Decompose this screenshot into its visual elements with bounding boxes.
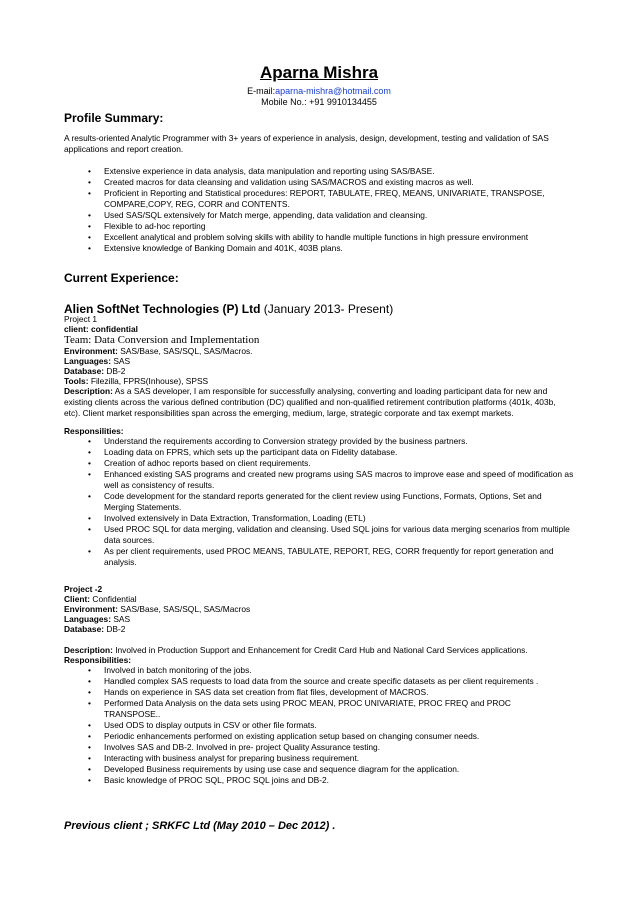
project1-description: Description: As a SAS developer, I am responsible for successfully analysing, converting and loading participant data for new and existing clients across the various defined contribution (DC) qualified and non-qualified retirement contribution platforms (401k, 403b, etc). Client market responsibilities span across the emerging, medium, large, strategic corporate and tax exempt markets. [64, 386, 556, 418]
candidate-name: Aparna Mishra [259, 63, 379, 82]
company-name: Alien SoftNet Technologies (P) Ltd [64, 302, 261, 316]
list-item: • Periodic enhancements performed on existing application setup based on changing consumer needs. [64, 731, 544, 742]
list-item: • Creation of adhoc reports based on client requirements. [64, 458, 574, 469]
list-item: • Basic knowledge of PROC SQL, PROC SQL joins and DB-2. [64, 775, 544, 786]
project2-label: Project -2 [64, 584, 103, 594]
profile-intro-line-1: A results-oriented Analytic Programmer with 3+ years of experience in analysis, design, development, testing and validation of SAS [64, 133, 549, 143]
current-experience-heading: Current Experience: [64, 271, 179, 285]
list-item: • Excellent analytical and problem solving skills with ability to handle multiple functions in high pressure environment [64, 232, 574, 243]
project2-environment: Environment: SAS/Base, SAS/SQL, SAS/Macros [64, 604, 251, 614]
project2-description: Description: Involved in Production Support and Enhancement for Credit Card Hub and National Card Services applications. [64, 645, 528, 655]
list-item: • Created macros for data cleansing and validation using SAS/MACROS and existing macros as well. [64, 177, 574, 188]
project2-responsibilities-label: Responsibilities: [64, 655, 132, 665]
list-item: • Proficient in Reporting and Statistical procedures: REPORT, TABULATE, FREQ, MEANS, UNIVARIATE, TRANSPOSE, COMPARE,COPY, REG, CORR and CONTENTS. [64, 188, 574, 210]
list-item: • Extensive knowledge of Banking Domain and 401K, 403B plans. [64, 243, 574, 254]
list-item: • Involves SAS and DB-2. Involved in pre- project Quality Assurance testing. [64, 742, 544, 753]
list-item: • Involved extensively in Data Extraction, Transformation, Loading (ETL) [64, 513, 574, 524]
list-item: • Code development for the standard reports generated for the client review using Functions, Formats, Options, Set and Merging Statements. [64, 491, 574, 513]
project2-responsibilities-list [64, 665, 544, 786]
project1-label: Project 1 [64, 314, 98, 324]
email-line [0, 86, 638, 96]
email-label: E-mail: [247, 86, 276, 96]
project1-environment: Environment: SAS/Base, SAS/SQL, SAS/Macros. [64, 346, 253, 356]
profile-bullet-list [64, 166, 574, 254]
project2-client: Client: Confidential [64, 594, 137, 604]
company-line [64, 300, 393, 318]
profile-summary-heading: Profile Summary: [64, 111, 164, 125]
project1-responsibilities-label: Responsilities: [64, 426, 124, 436]
list-item: • Loading data on FPRS, which sets up the participant data on Fidelity database. [64, 447, 574, 458]
mobile-line: Mobile No.: +91 9910134455 [261, 97, 377, 107]
email-link[interactable]: aparna-mishra@hotmail.com [275, 86, 391, 96]
project1-client: client: confidential [64, 324, 138, 334]
list-item: • Handled complex SAS requests to load data from the source and create specific datasets as per client requirements . [64, 676, 544, 687]
project1-database: Database: DB-2 [64, 366, 126, 376]
list-item: • Performed Data Analysis on the data sets using PROC MEAN, PROC UNIVARIATE, PROC FREQ and PROC TRANSPOSE.. [64, 698, 544, 720]
list-item: • Used PROC SQL for data merging, validation and cleansing. Used SQL joins for various data merging scenarios from multiple data sources. [64, 524, 574, 546]
profile-intro-line-2: applications and report creation. [64, 144, 184, 154]
list-item: • Flexible to ad-hoc reporting [64, 221, 574, 232]
project1-team: Team: Data Conversion and Implementation [64, 334, 260, 346]
project1-languages: Languages: SAS [64, 356, 131, 366]
list-item: • Used SAS/SQL extensively for Match merge, appending, data validation and cleansing. [64, 210, 574, 221]
project1-responsibilities-list [64, 436, 574, 568]
list-item: • Involved in batch monitoring of the jobs. [64, 665, 544, 676]
list-item: • Developed Business requirements by using use case and sequence diagram for the application. [64, 764, 544, 775]
company-dates: (January 2013- Present) [260, 302, 394, 316]
list-item: • Hands on experience in SAS data set creation from flat files, development of MACROS. [64, 687, 544, 698]
list-item: • Interacting with business analyst for preparing business requirement. [64, 753, 544, 764]
previous-client-heading: Previous client ; SRKFC Ltd (May 2010 – Dec 2012) . [64, 820, 336, 832]
project1-tools: Tools: Filezilla, FPRS(Inhouse), SPSS [64, 376, 209, 386]
list-item: • As per client requirements, used PROC MEANS, TABULATE, REPORT, REG, CORR frequently for report generation and analysis. [64, 546, 574, 568]
list-item: • Enhanced existing SAS programs and created new programs using SAS macros to improve ease and speed of modification as well as consistency of results. [64, 469, 574, 491]
list-item: • Extensive experience in data analysis, data manipulation and reporting using SAS/BASE. [64, 166, 574, 177]
project2-database: Database: DB-2 [64, 624, 126, 634]
project2-languages: Languages: SAS [64, 614, 131, 624]
list-item: • Understand the requirements according to Conversion strategy provided by the business partners. [64, 436, 574, 447]
list-item: • Used ODS to display outputs in CSV or other file formats. [64, 720, 544, 731]
